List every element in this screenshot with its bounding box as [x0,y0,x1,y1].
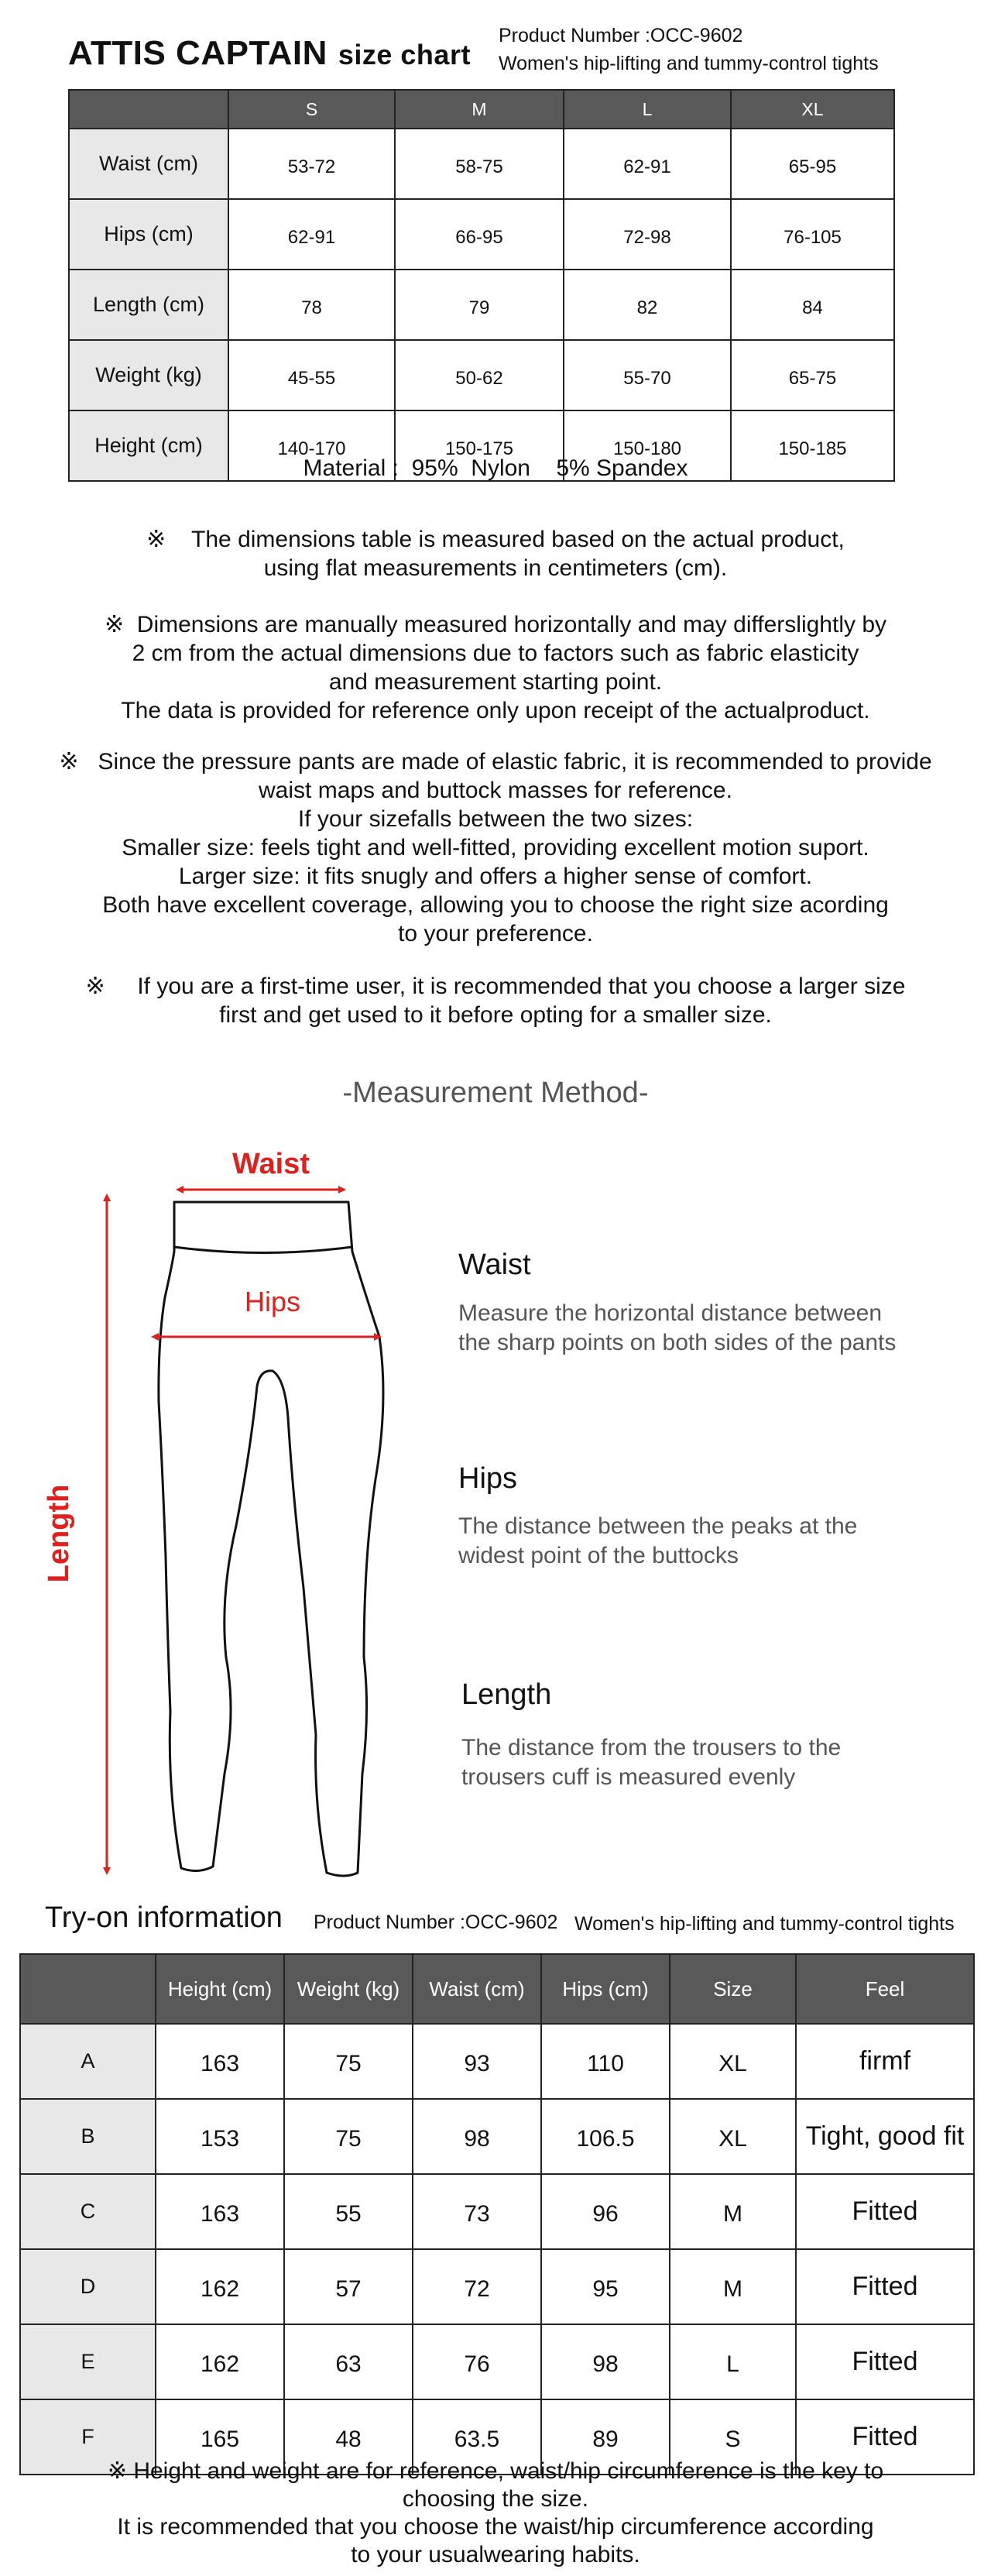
length-diagram-label: Length [43,1484,75,1583]
row-label: Weight (kg) [69,340,228,410]
row-label: A [20,2024,156,2099]
table-cell: 72-98 [564,199,731,270]
note-line: first and get used to it before opting for a smaller size. [219,1002,772,1028]
row-label: B [20,2099,156,2174]
table-cell: 96 [541,2174,670,2249]
table-cell: 163 [156,2174,284,2249]
note-line: It is recommended that you choose the waist/hip circumference according [117,2514,874,2540]
hips-method-label: Hips [458,1462,518,1495]
table-cell: 140-170 [228,410,395,481]
table-row [20,2099,974,2174]
footer-note [0,2458,991,2569]
note-line: ※ If you are a first-time user, it is recommended that you choose a larger size [85,974,906,999]
tryon-table [19,1953,975,2475]
note-elastic-fabric [0,747,991,948]
column-header: Feel [796,1954,974,2024]
size-header-row [69,90,894,129]
note-line: to your usualwearing habits. [351,2542,640,2567]
table-cell: firmf [796,2024,974,2099]
hips-method-desc [458,1512,857,1571]
table-cell: 63.5 [413,2399,541,2475]
table-cell: M [670,2249,796,2324]
note-manual-measure [0,610,991,725]
row-label: E [20,2324,156,2399]
column-header [20,1954,156,2024]
desc-line: The distance between the peaks at the [458,1513,858,1539]
row-label: D [20,2249,156,2324]
table-cell: 55-70 [564,340,731,410]
table-cell: 58-75 [395,129,564,199]
table-cell: Fitted [796,2399,974,2475]
column-header: Size [670,1954,796,2024]
table-cell: 110 [541,2024,670,2099]
note-line: ※ Since the pressure pants are made of elastic fabric, it is recommended to provide [59,749,932,775]
table-cell: 65-75 [731,340,894,410]
table-row [69,340,894,410]
table-row [20,2174,974,2249]
size-header: S [228,90,395,129]
table-cell: 82 [564,270,731,340]
table-cell: 75 [284,2099,413,2174]
tryon-product-name: Women's hip-lifting and tummy-control tights [574,1913,955,1935]
note-line: The data is provided for reference only upon receipt of the actualproduct. [121,698,870,723]
note-measurement-basis [0,525,991,582]
length-method-label: Length [461,1678,552,1711]
row-label: C [20,2174,156,2249]
note-line: If your sizefalls between the two sizes: [297,806,694,832]
measurement-method-title: -Measurement Method- [342,1077,649,1109]
table-cell: 63 [284,2324,413,2399]
table-cell: 73 [413,2174,541,2249]
table-cell: 76 [413,2324,541,2399]
table-cell: M [670,2174,796,2249]
note-line: choosing the size. [402,2486,589,2512]
desc-line: the sharp points on both sides of the pants [458,1330,897,1355]
table-cell: 79 [395,270,564,340]
table-row [69,199,894,270]
desc-line: The distance from the trousers to the [461,1735,842,1760]
table-cell: 162 [156,2249,284,2324]
table-cell: 84 [731,270,894,340]
table-cell: 78 [228,270,395,340]
note-line: ※ Dimensions are manually measured horizontally and may differslightly by [104,612,887,637]
table-cell: 55 [284,2174,413,2249]
leggings-diagram [0,1123,449,1898]
table-cell: 89 [541,2399,670,2475]
table-row [20,2249,974,2324]
brand-name: ATTIS CAPTAIN [68,34,327,72]
table-cell: 165 [156,2399,284,2475]
note-line: to your preference. [398,921,593,946]
product-info [499,22,879,77]
length-method-desc [461,1733,841,1792]
note-line: 2 cm from the actual dimensions due to factors such as fabric elasticity [132,641,859,666]
brand-subtitle: size chart [338,39,471,70]
waist-method-desc [458,1299,896,1358]
row-label: Waist (cm) [69,129,228,199]
desc-line: trousers cuff is measured evenly [461,1764,796,1790]
table-cell: S [670,2399,796,2475]
corner-cell [69,90,228,129]
note-line: and measurement starting point. [328,669,663,695]
size-header: L [564,90,731,129]
table-cell: Tight, good fit [796,2099,974,2174]
table-cell: 72 [413,2249,541,2324]
table-cell: L [670,2324,796,2399]
table-cell: 62-91 [228,199,395,270]
table-cell: 106.5 [541,2099,670,2174]
table-cell: 62-91 [564,129,731,199]
tryon-title: Try-on information [45,1901,283,1934]
table-cell: 93 [413,2024,541,2099]
note-line: Larger size: it fits snugly and offers a higher sense of comfort. [178,864,813,889]
table-cell: 153 [156,2099,284,2174]
table-cell: 150-185 [731,410,894,481]
table-cell: 57 [284,2249,413,2324]
table-cell: 150-175 [395,410,564,481]
brand-title [68,34,471,73]
column-header: Height (cm) [156,1954,284,2024]
note-line: waist maps and buttock masses for reference. [259,778,732,803]
note-line: using flat measurements in centimeters (cm). [263,555,728,581]
waist-method-label: Waist [458,1249,531,1281]
product-number: Product Number :OCC-9602 [499,25,743,46]
table-row [20,2324,974,2399]
note-first-time [0,972,991,1029]
table-cell: 98 [413,2099,541,2174]
table-cell: XL [670,2024,796,2099]
tryon-header-row [20,1954,974,2024]
desc-line: widest point of the buttocks [458,1543,739,1568]
column-header: Weight (kg) [284,1954,413,2024]
row-label: Length (cm) [69,270,228,340]
table-cell: 50-62 [395,340,564,410]
table-cell: 98 [541,2324,670,2399]
desc-line: Measure the horizontal distance between [458,1300,883,1326]
hips-diagram-label: Hips [244,1286,301,1317]
table-cell: 53-72 [228,129,395,199]
table-cell: 163 [156,2024,284,2099]
table-cell: 66-95 [395,199,564,270]
table-cell: Fitted [796,2174,974,2249]
table-cell: 48 [284,2399,413,2475]
table-row [20,2024,974,2099]
row-label: Height (cm) [69,410,228,481]
table-cell: 95 [541,2249,670,2324]
size-chart-table [68,89,895,482]
note-line: ※ The dimensions table is measured based on the actual product, [146,527,845,552]
note-line: ※ Height and weight are for reference, waist/hip circumference is the key to [107,2458,884,2484]
material-line: Material : 95% Nylon 5% Spandex [303,455,688,481]
note-line: Smaller size: feels tight and well-fitted, providing excellent motion suport. [122,835,869,860]
table-cell: 150-180 [564,410,731,481]
table-row [69,270,894,340]
size-header: M [395,90,564,129]
table-cell: 76-105 [731,199,894,270]
row-label: F [20,2399,156,2475]
column-header: Hips (cm) [541,1954,670,2024]
waist-diagram-label: Waist [232,1148,310,1180]
table-cell: 45-55 [228,340,395,410]
table-cell: XL [670,2099,796,2174]
note-line: Both have excellent coverage, allowing you to choose the right size acording [102,892,889,918]
table-row [69,129,894,199]
tryon-product-number: Product Number :OCC-9602 [314,1911,558,1933]
table-cell: 162 [156,2324,284,2399]
table-cell: 65-95 [731,129,894,199]
table-cell: Fitted [796,2324,974,2399]
table-cell: 75 [284,2024,413,2099]
product-name: Women's hip-lifting and tummy-control tights [499,53,879,74]
size-header: XL [731,90,894,129]
table-cell: Fitted [796,2249,974,2324]
row-label: Hips (cm) [69,199,228,270]
column-header: Waist (cm) [413,1954,541,2024]
